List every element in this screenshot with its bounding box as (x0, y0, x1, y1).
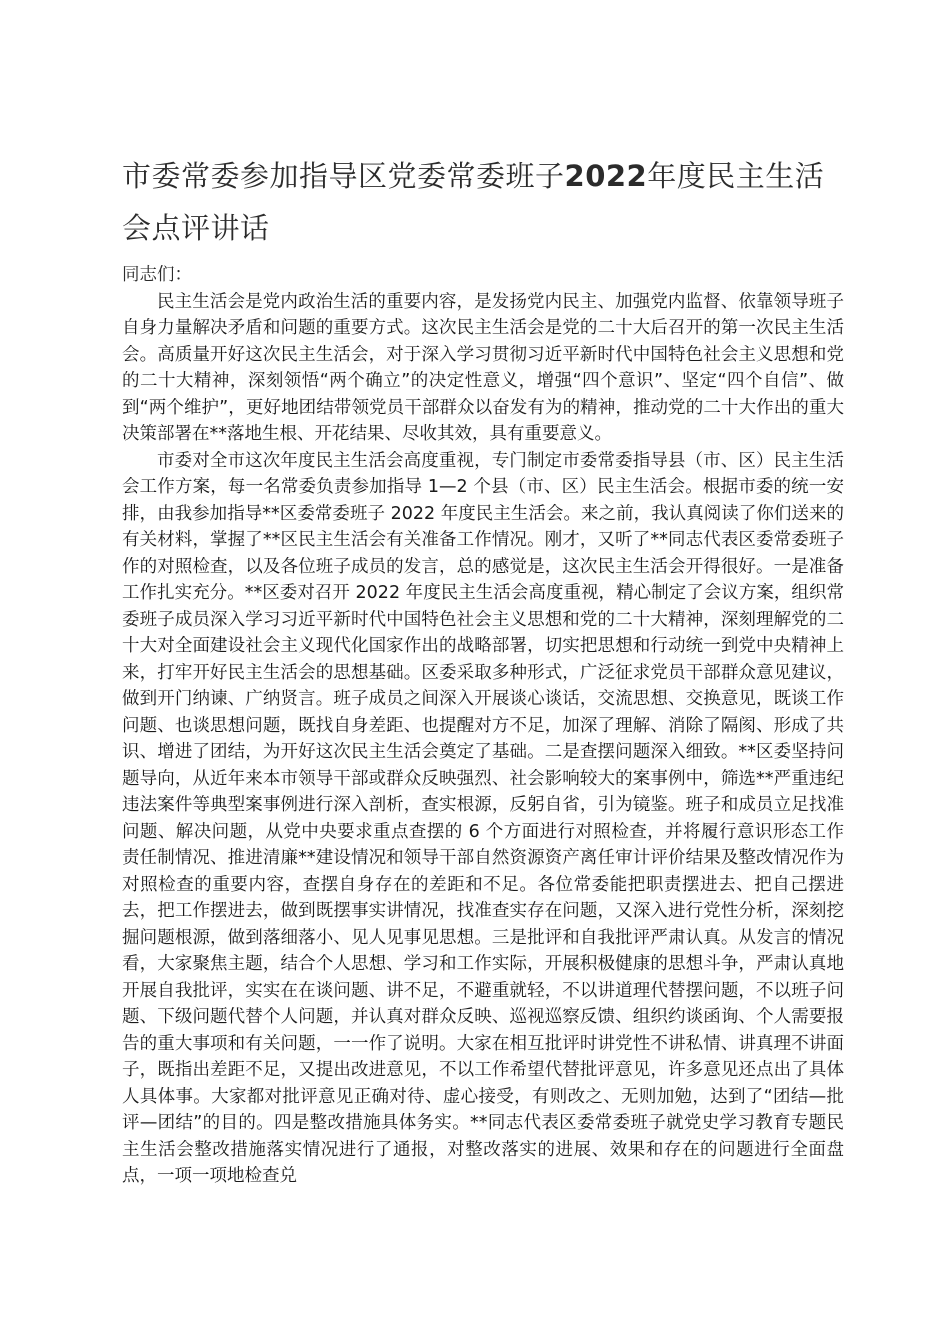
document-title (122, 150, 844, 254)
paragraph-2: 市委对全市这次年度民主生活会高度重视，专门制定市委常委指导县（市、区）民主生活会工作方案，每一名常委负责参加指导 1—2 个县（市、区）民主生活会。根据市委的统一安排，由我参加指导**区委常委班子 2022 年度民主生活会。来之前，我认真阅读了你们送来的有关材料，掌握了**区民主生活会有关准备工作情况。刚才，又听了**同志代表区委常委班子作的对照检查，以及各位班子成员的发言，总的感觉是，这次民主生活会开得很好。一是准备工作扎实充分。**区委对召开 2022 年度民主生活会高度重视，精心制定了会议方案，组织常委班子成员深入学习习近平新时代中国特色社会主义思想和党的二十大精神，深刻理解党的二十大对全面建设社会主义现代化国家作出的战略部署，切实把思想和行动统一到党中央精神上来，打牢开好民主生活会的思想基础。区委采取多种形式，广泛征求党员干部群众意见建议，做到开门纳谏、广纳贤言。班子成员之间深入开展谈心谈话，交流思想、交换意见，既谈工作问题、也谈思想问题，既找自身差距、也提醒对方不足，加深了理解、消除了隔阂、形成了共识、增进了团结，为开好这次民主生活会奠定了基础。二是查摆问题深入细致。**区委坚持问题导向，从近年来本市领导干部或群众反映强烈、社会影响较大的案事例中，筛选**严重违纪违法案件等典型案事例进行深入剖析，查实根源，反躬自省，引为镜鉴。班子和成员立足找准问题、解决问题，从党中央要求重点查摆的 6 个方面进行对照检查，并将履行意识形态工作责任制情况、推进清廉**建设情况和领导干部自然资源资产离任审计评价结果及整改情况作为对照检查的重要内容，查摆自身存在的差距和不足。各位常委能把职责摆进去、把自己摆进去，把工作摆进去，做到既摆事实讲情况，找准查实存在问题，又深入进行党性分析，深刻挖掘问题根源，做到落细落小、见人见事见思想。三是批评和自我批评严肃认真。从发言的情况看，大家聚焦主题，结合个人思想、学习和工作实际，开展积极健康的思想斗争，严肃认真地开展自我批评，实实在在谈问题、讲不足，不避重就轻，不以讲道理代替摆问题，不以班子问题、下级问题代替个人问题，并认真对群众反映、巡视巡察反馈、组织约谈函询、个人需要报告的重大事项和有关问题，一一作了说明。大家在相互批评时讲党性不讲私情、讲真理不讲面子，既指出差距不足，又提出改进意见，不以工作希望代替批评意见，许多意见还点出了具体人具体事。大家都对批评意见正确对待、虚心接受，有则改之、无则加勉，达到了“团结—批评—团结”的目的。四是整改措施具体务实。**同志代表区委常委班子就党史学习教育专题民主生活会整改措施落实情况进行了通报，对整改落实的进展、效果和存在的问题进行全面盘点，一项一项地检查兑 (122, 450, 844, 1186)
salutation: 同志们： (122, 265, 192, 285)
title-year: 2022 (564, 159, 648, 193)
title-suffix: 年度民主生活会点评讲话 (122, 159, 825, 245)
document-page (122, 150, 844, 1190)
paragraph-1: 民主生活会是党内政治生活的重要内容，是发扬党内民主、加强党内监督、依靠领导班子自身力量解决矛盾和问题的重要方式。这次民主生活会是党的二十大后召开的第一次民主生活会。高质量开好这次民主生活会，对于深入学习贯彻习近平新时代中国特色社会主义思想和党的二十大精神，深刻领悟“两个确立”的决定性意义，增强“四个意识”、坚定“四个自信”、做到“两个维护”，更好地团结带领党员干部群众以奋发有为的精神，推动党的二十大作出的重大决策部署在**落地生根、开花结果、尽收其效，具有重要意义。 (122, 291, 844, 444)
title-prefix: 市委常委参加指导区党委常委班子 (122, 159, 565, 193)
